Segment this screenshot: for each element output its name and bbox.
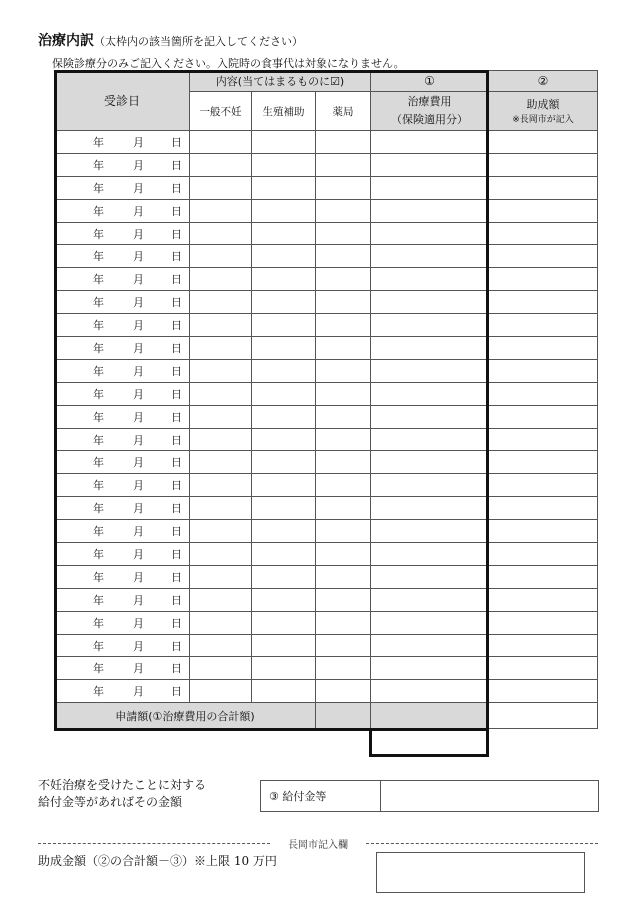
treatment-cost-field[interactable] bbox=[371, 565, 489, 588]
treatment-cost-field[interactable] bbox=[371, 199, 489, 222]
visit-date-field[interactable] bbox=[55, 657, 190, 680]
day-label: 日 bbox=[171, 456, 182, 470]
day-label: 日 bbox=[171, 593, 182, 607]
table-row bbox=[55, 520, 598, 543]
month-label: 月 bbox=[133, 181, 144, 195]
pharmacy-checkbox[interactable] bbox=[316, 382, 371, 405]
visit-date-field[interactable] bbox=[55, 634, 190, 657]
treatment-cost-field[interactable] bbox=[371, 611, 489, 634]
visit-date-field[interactable] bbox=[55, 543, 190, 566]
pharmacy-checkbox[interactable] bbox=[316, 474, 371, 497]
pharmacy-checkbox[interactable] bbox=[316, 131, 371, 154]
treatment-cost-field[interactable] bbox=[371, 176, 489, 199]
year-label: 年 bbox=[93, 616, 104, 630]
assisted-reproduction-checkbox[interactable] bbox=[252, 199, 316, 222]
pharmacy-checkbox[interactable] bbox=[316, 565, 371, 588]
pharmacy-checkbox[interactable] bbox=[316, 611, 371, 634]
month-label: 月 bbox=[133, 685, 144, 699]
month-label: 月 bbox=[133, 593, 144, 607]
general-infertility-checkbox[interactable] bbox=[190, 222, 252, 245]
treatment-cost-field[interactable] bbox=[371, 153, 489, 176]
month-label: 月 bbox=[133, 319, 144, 333]
month-label: 月 bbox=[133, 479, 144, 493]
year-label: 年 bbox=[93, 204, 104, 218]
visit-date-field[interactable] bbox=[55, 131, 190, 154]
day-label: 日 bbox=[171, 204, 182, 218]
treatment-cost-field[interactable] bbox=[371, 337, 489, 360]
assisted-reproduction-checkbox[interactable] bbox=[252, 222, 316, 245]
year-label: 年 bbox=[93, 525, 104, 539]
table-row bbox=[55, 382, 598, 405]
assisted-reproduction-checkbox[interactable] bbox=[252, 131, 316, 154]
year-label: 年 bbox=[93, 135, 104, 149]
year-label: 年 bbox=[93, 227, 104, 241]
day-label: 日 bbox=[171, 525, 182, 539]
visit-date-field[interactable] bbox=[55, 680, 190, 703]
subsidy-amount-cell bbox=[489, 268, 598, 291]
general-infertility-checkbox[interactable] bbox=[190, 543, 252, 566]
pharmacy-checkbox[interactable] bbox=[316, 268, 371, 291]
day-label: 日 bbox=[171, 387, 182, 401]
general-infertility-checkbox[interactable] bbox=[190, 131, 252, 154]
day-label: 日 bbox=[171, 319, 182, 333]
visit-date-field[interactable] bbox=[55, 474, 190, 497]
general-infertility-checkbox[interactable] bbox=[190, 245, 252, 268]
col-assisted-reproduction: 生殖補助 bbox=[252, 92, 316, 131]
visit-date-field[interactable] bbox=[55, 405, 190, 428]
table-row bbox=[55, 428, 598, 451]
assisted-reproduction-checkbox[interactable] bbox=[252, 657, 316, 680]
subsidy-amount-cell bbox=[489, 314, 598, 337]
assisted-reproduction-checkbox[interactable] bbox=[252, 497, 316, 520]
content-header: 内容(当てはまるものに☑) bbox=[190, 71, 371, 92]
visit-date-field[interactable] bbox=[55, 428, 190, 451]
city-section-separator bbox=[38, 836, 598, 850]
month-label: 月 bbox=[133, 547, 144, 561]
table-row bbox=[55, 474, 598, 497]
year-label: 年 bbox=[93, 319, 104, 333]
year-label: 年 bbox=[93, 296, 104, 310]
month-label: 月 bbox=[133, 204, 144, 218]
visit-date-field[interactable] bbox=[55, 520, 190, 543]
subsidy-amount-cell bbox=[489, 451, 598, 474]
general-infertility-checkbox[interactable] bbox=[190, 176, 252, 199]
pharmacy-checkbox[interactable] bbox=[316, 543, 371, 566]
visit-date-field[interactable] bbox=[55, 291, 190, 314]
visit-date-field[interactable] bbox=[55, 382, 190, 405]
benefit-table bbox=[260, 780, 599, 812]
general-infertility-checkbox[interactable] bbox=[190, 611, 252, 634]
insurance-applied-label: （保険適用分） bbox=[391, 113, 469, 126]
general-infertility-checkbox[interactable] bbox=[190, 314, 252, 337]
day-label: 日 bbox=[171, 547, 182, 561]
year-label: 年 bbox=[93, 502, 104, 516]
table-row bbox=[55, 634, 598, 657]
assisted-reproduction-checkbox[interactable] bbox=[252, 428, 316, 451]
month-label: 月 bbox=[133, 662, 144, 676]
table-row bbox=[55, 176, 598, 199]
visit-date-field[interactable] bbox=[55, 222, 190, 245]
table-row bbox=[55, 337, 598, 360]
total-subsidy-cell bbox=[489, 703, 598, 729]
pharmacy-checkbox[interactable] bbox=[316, 291, 371, 314]
month-label: 月 bbox=[133, 616, 144, 630]
month-label: 月 bbox=[133, 341, 144, 355]
pharmacy-checkbox[interactable] bbox=[316, 222, 371, 245]
table-row bbox=[55, 245, 598, 268]
assisted-reproduction-checkbox[interactable] bbox=[252, 543, 316, 566]
subsidy-amount-cell bbox=[489, 131, 598, 154]
table-row bbox=[55, 359, 598, 382]
assisted-reproduction-checkbox[interactable] bbox=[252, 268, 316, 291]
subsidy-amount-cell bbox=[489, 680, 598, 703]
total-amount-cell[interactable] bbox=[371, 703, 489, 729]
year-label: 年 bbox=[93, 639, 104, 653]
treatment-cost-header bbox=[371, 92, 489, 131]
month-label: 月 bbox=[133, 296, 144, 310]
treatment-cost-field[interactable] bbox=[371, 131, 489, 154]
table-row bbox=[55, 543, 598, 566]
assisted-reproduction-checkbox[interactable] bbox=[252, 680, 316, 703]
table-row bbox=[55, 199, 598, 222]
assisted-reproduction-checkbox[interactable] bbox=[252, 588, 316, 611]
col-general-infertility: 一般不妊 bbox=[190, 92, 252, 131]
table-row bbox=[55, 131, 598, 154]
general-infertility-checkbox[interactable] bbox=[190, 680, 252, 703]
subsidy-amount-cell bbox=[489, 153, 598, 176]
year-label: 年 bbox=[93, 273, 104, 287]
pharmacy-checkbox[interactable] bbox=[316, 428, 371, 451]
year-label: 年 bbox=[93, 662, 104, 676]
general-infertility-checkbox[interactable] bbox=[190, 337, 252, 360]
day-label: 日 bbox=[171, 570, 182, 584]
separator-line-right bbox=[366, 843, 598, 844]
pharmacy-checkbox[interactable] bbox=[316, 657, 371, 680]
table-row bbox=[55, 565, 598, 588]
year-label: 年 bbox=[93, 547, 104, 561]
day-label: 日 bbox=[171, 410, 182, 424]
day-label: 日 bbox=[171, 135, 182, 149]
table-row bbox=[55, 588, 598, 611]
subsidy-amount-cell bbox=[489, 291, 598, 314]
treatment-cost-field[interactable] bbox=[371, 634, 489, 657]
month-label: 月 bbox=[133, 502, 144, 516]
table-row bbox=[55, 291, 598, 314]
subsidy-amount-cell bbox=[489, 543, 598, 566]
table-row bbox=[55, 268, 598, 291]
subsidy-amount-cell bbox=[489, 176, 598, 199]
subsidy-amount-cell bbox=[489, 588, 598, 611]
month-label: 月 bbox=[133, 135, 144, 149]
assisted-reproduction-checkbox[interactable] bbox=[252, 634, 316, 657]
visit-date-field[interactable] bbox=[55, 268, 190, 291]
total-label: 申請額(①治療費用の合計額) bbox=[55, 703, 316, 729]
general-infertility-checkbox[interactable] bbox=[190, 588, 252, 611]
table-row bbox=[55, 657, 598, 680]
treatment-cost-field[interactable] bbox=[371, 451, 489, 474]
visit-date-field[interactable] bbox=[55, 245, 190, 268]
general-infertility-checkbox[interactable] bbox=[190, 382, 252, 405]
subsidy-amount-cell bbox=[489, 657, 598, 680]
month-label: 月 bbox=[133, 639, 144, 653]
general-infertility-checkbox[interactable] bbox=[190, 428, 252, 451]
month-label: 月 bbox=[133, 525, 144, 539]
col-pharmacy: 薬局 bbox=[316, 92, 371, 131]
treatment-cost-field[interactable] bbox=[371, 359, 489, 382]
treatment-cost-label: 治療費用 bbox=[407, 95, 452, 108]
subsidy-amount-cell bbox=[489, 245, 598, 268]
month-label: 月 bbox=[133, 227, 144, 241]
subsidy-amount-cell bbox=[489, 634, 598, 657]
subsidy-amount-cell bbox=[489, 474, 598, 497]
assisted-reproduction-checkbox[interactable] bbox=[252, 359, 316, 382]
day-label: 日 bbox=[171, 479, 182, 493]
general-infertility-checkbox[interactable] bbox=[190, 497, 252, 520]
visit-date-field[interactable] bbox=[55, 588, 190, 611]
assisted-reproduction-checkbox[interactable] bbox=[252, 291, 316, 314]
day-label: 日 bbox=[171, 158, 182, 172]
city-section-label: 長岡市記入欄 bbox=[288, 840, 348, 851]
assisted-reproduction-checkbox[interactable] bbox=[252, 176, 316, 199]
subsidy-amount-cell bbox=[489, 520, 598, 543]
benefit-text-line1: 不妊治療を受けたことに対する bbox=[38, 778, 207, 792]
year-label: 年 bbox=[93, 593, 104, 607]
assisted-reproduction-checkbox[interactable] bbox=[252, 565, 316, 588]
month-label: 月 bbox=[133, 433, 144, 447]
year-label: 年 bbox=[93, 387, 104, 401]
col1-number: ① bbox=[371, 71, 489, 92]
assisted-reproduction-checkbox[interactable] bbox=[252, 405, 316, 428]
treatment-cost-field[interactable] bbox=[371, 474, 489, 497]
pharmacy-checkbox[interactable] bbox=[316, 245, 371, 268]
subsidy-amount-cell bbox=[489, 565, 598, 588]
title-sub: （太枠内の該当箇所を記入してください） bbox=[94, 35, 303, 48]
benefit-text-line2: 給付金等があればその金額 bbox=[38, 795, 183, 809]
pharmacy-checkbox[interactable] bbox=[316, 176, 371, 199]
year-label: 年 bbox=[93, 341, 104, 355]
table-row bbox=[55, 405, 598, 428]
year-label: 年 bbox=[93, 181, 104, 195]
visit-date-field[interactable] bbox=[55, 497, 190, 520]
treatment-cost-field[interactable] bbox=[371, 680, 489, 703]
subsidy-amount-box bbox=[376, 852, 585, 893]
year-label: 年 bbox=[93, 456, 104, 470]
subsidy-amount-cell bbox=[489, 199, 598, 222]
subsidy-amount-cell bbox=[489, 611, 598, 634]
general-infertility-checkbox[interactable] bbox=[190, 268, 252, 291]
pharmacy-checkbox[interactable] bbox=[316, 405, 371, 428]
general-infertility-checkbox[interactable] bbox=[190, 474, 252, 497]
benefit-amount-field[interactable] bbox=[381, 781, 599, 812]
table-row bbox=[55, 451, 598, 474]
subsidy-amount-cell bbox=[489, 428, 598, 451]
day-label: 日 bbox=[171, 616, 182, 630]
pharmacy-checkbox[interactable] bbox=[316, 588, 371, 611]
treatment-cost-field[interactable] bbox=[371, 382, 489, 405]
general-infertility-checkbox[interactable] bbox=[190, 565, 252, 588]
year-label: 年 bbox=[93, 364, 104, 378]
visit-date-field[interactable] bbox=[55, 337, 190, 360]
subsidy-amount-cell bbox=[489, 405, 598, 428]
general-infertility-checkbox[interactable] bbox=[190, 153, 252, 176]
subsidy-amount-cell bbox=[489, 222, 598, 245]
visit-date-field[interactable] bbox=[55, 153, 190, 176]
table-row bbox=[55, 222, 598, 245]
table-row bbox=[55, 153, 598, 176]
treatment-cost-field[interactable] bbox=[371, 520, 489, 543]
day-label: 日 bbox=[171, 433, 182, 447]
year-label: 年 bbox=[93, 570, 104, 584]
visit-date-field[interactable] bbox=[55, 451, 190, 474]
assisted-reproduction-checkbox[interactable] bbox=[252, 337, 316, 360]
pharmacy-checkbox[interactable] bbox=[316, 337, 371, 360]
subsidy-amount-cell bbox=[489, 337, 598, 360]
day-label: 日 bbox=[171, 341, 182, 355]
day-label: 日 bbox=[171, 250, 182, 264]
treatment-cost-field[interactable] bbox=[371, 428, 489, 451]
instruction-note: 保険診療分のみご記入ください。入院時の食事代は対象になりません。 bbox=[52, 57, 405, 70]
table-row bbox=[55, 611, 598, 634]
visit-date-field[interactable] bbox=[55, 359, 190, 382]
month-label: 月 bbox=[133, 250, 144, 264]
year-label: 年 bbox=[93, 158, 104, 172]
visit-date-field[interactable] bbox=[55, 199, 190, 222]
treatment-cost-field[interactable] bbox=[371, 657, 489, 680]
day-label: 日 bbox=[171, 227, 182, 241]
subsidy-amount-cell bbox=[489, 382, 598, 405]
subsidy-amount-label: 助成金額（②の合計額－③）※上限 10 万円 bbox=[38, 854, 277, 868]
day-label: 日 bbox=[171, 364, 182, 378]
pharmacy-checkbox[interactable] bbox=[316, 520, 371, 543]
assisted-reproduction-checkbox[interactable] bbox=[252, 611, 316, 634]
treatment-cost-field[interactable] bbox=[371, 543, 489, 566]
year-label: 年 bbox=[93, 250, 104, 264]
visit-date-field[interactable] bbox=[55, 314, 190, 337]
treatment-cost-field[interactable] bbox=[371, 291, 489, 314]
pharmacy-checkbox[interactable] bbox=[316, 153, 371, 176]
subsidy-header bbox=[489, 92, 598, 131]
total-thick-border bbox=[369, 728, 489, 757]
assisted-reproduction-checkbox[interactable] bbox=[252, 474, 316, 497]
total-padding bbox=[316, 703, 371, 729]
year-label: 年 bbox=[93, 685, 104, 699]
assisted-reproduction-checkbox[interactable] bbox=[252, 520, 316, 543]
col2-number: ② bbox=[489, 71, 598, 92]
pharmacy-checkbox[interactable] bbox=[316, 359, 371, 382]
pharmacy-checkbox[interactable] bbox=[316, 634, 371, 657]
subsidy-amount-cell bbox=[489, 359, 598, 382]
pharmacy-checkbox[interactable] bbox=[316, 497, 371, 520]
assisted-reproduction-checkbox[interactable] bbox=[252, 153, 316, 176]
title-main: 治療内訳 bbox=[38, 33, 94, 49]
treatment-cost-field[interactable] bbox=[371, 588, 489, 611]
table-row bbox=[55, 497, 598, 520]
general-infertility-checkbox[interactable] bbox=[190, 291, 252, 314]
page-title bbox=[38, 30, 303, 50]
month-label: 月 bbox=[133, 387, 144, 401]
day-label: 日 bbox=[171, 181, 182, 195]
month-label: 月 bbox=[133, 570, 144, 584]
benefit-description bbox=[38, 777, 206, 811]
visit-date-header: 受診日 bbox=[55, 71, 190, 131]
treatment-cost-field[interactable] bbox=[371, 268, 489, 291]
assisted-reproduction-checkbox[interactable] bbox=[252, 245, 316, 268]
separator-line-left bbox=[38, 843, 270, 844]
month-label: 月 bbox=[133, 410, 144, 424]
month-label: 月 bbox=[133, 158, 144, 172]
table-row bbox=[55, 680, 598, 703]
day-label: 日 bbox=[171, 502, 182, 516]
treatment-cost-field[interactable] bbox=[371, 314, 489, 337]
year-label: 年 bbox=[93, 410, 104, 424]
month-label: 月 bbox=[133, 456, 144, 470]
pharmacy-checkbox[interactable] bbox=[316, 314, 371, 337]
day-label: 日 bbox=[171, 685, 182, 699]
month-label: 月 bbox=[133, 273, 144, 287]
pharmacy-checkbox[interactable] bbox=[316, 451, 371, 474]
day-label: 日 bbox=[171, 273, 182, 287]
treatment-cost-field[interactable] bbox=[371, 497, 489, 520]
benefit-label: ③ 給付金等 bbox=[261, 781, 381, 812]
assisted-reproduction-checkbox[interactable] bbox=[252, 382, 316, 405]
day-label: 日 bbox=[171, 296, 182, 310]
month-label: 月 bbox=[133, 364, 144, 378]
visit-date-field[interactable] bbox=[55, 565, 190, 588]
treatment-cost-field[interactable] bbox=[371, 405, 489, 428]
general-infertility-checkbox[interactable] bbox=[190, 199, 252, 222]
city-fill-note: ※長岡市が記入 bbox=[512, 114, 574, 125]
general-infertility-checkbox[interactable] bbox=[190, 657, 252, 680]
visit-date-field[interactable] bbox=[55, 611, 190, 634]
treatment-table bbox=[54, 70, 598, 729]
subsidy-amount-cell bbox=[489, 497, 598, 520]
year-label: 年 bbox=[93, 433, 104, 447]
day-label: 日 bbox=[171, 662, 182, 676]
general-infertility-checkbox[interactable] bbox=[190, 634, 252, 657]
pharmacy-checkbox[interactable] bbox=[316, 199, 371, 222]
assisted-reproduction-checkbox[interactable] bbox=[252, 451, 316, 474]
day-label: 日 bbox=[171, 639, 182, 653]
treatment-cost-field[interactable] bbox=[371, 222, 489, 245]
pharmacy-checkbox[interactable] bbox=[316, 680, 371, 703]
year-label: 年 bbox=[93, 479, 104, 493]
general-infertility-checkbox[interactable] bbox=[190, 359, 252, 382]
assisted-reproduction-checkbox[interactable] bbox=[252, 314, 316, 337]
general-infertility-checkbox[interactable] bbox=[190, 520, 252, 543]
treatment-cost-field[interactable] bbox=[371, 245, 489, 268]
general-infertility-checkbox[interactable] bbox=[190, 405, 252, 428]
visit-date-field[interactable] bbox=[55, 176, 190, 199]
table-row bbox=[55, 314, 598, 337]
subsidy-label: 助成額 bbox=[526, 97, 560, 111]
general-infertility-checkbox[interactable] bbox=[190, 451, 252, 474]
